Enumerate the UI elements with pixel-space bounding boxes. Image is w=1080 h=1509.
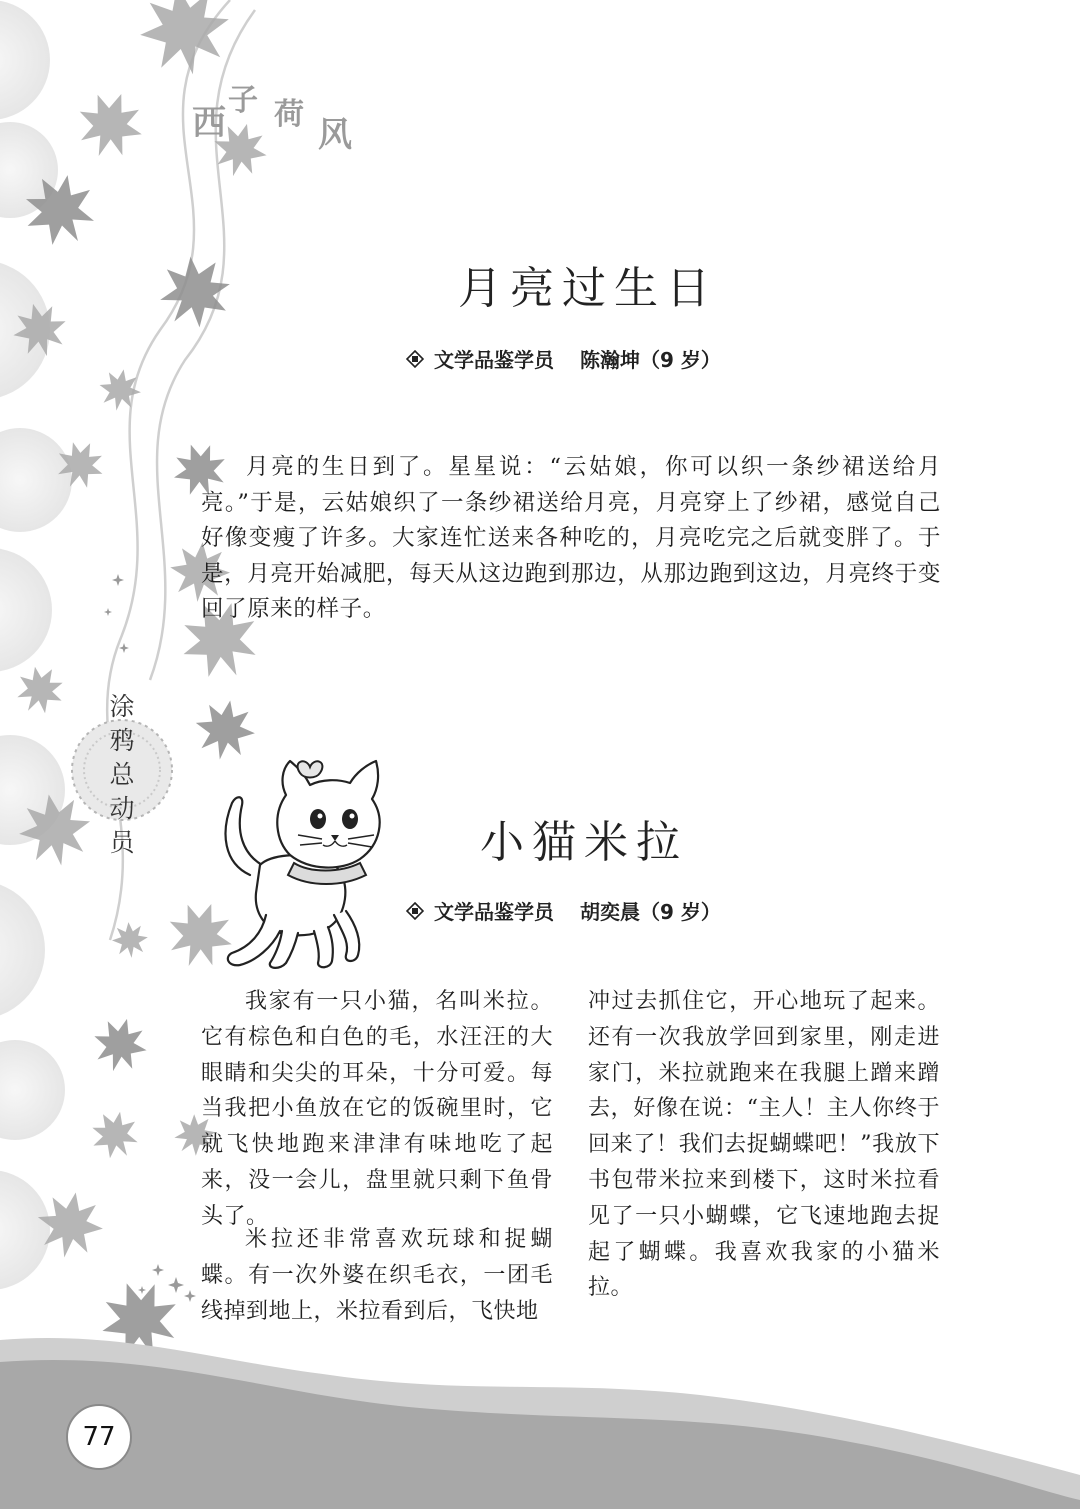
maple-leaf-icon bbox=[82, 1102, 148, 1168]
bottom-wave bbox=[0, 1338, 1080, 1509]
maple-leaf-icon bbox=[87, 1012, 153, 1078]
maple-leaf-icon bbox=[68, 83, 153, 168]
maple-leaf-icon bbox=[145, 242, 245, 342]
sparkle-icon bbox=[168, 1277, 184, 1293]
story2-paragraph: 冲过去抓住它，开心地玩了起来。还有一次我放学回到家里，刚走进家门，米拉就跑来在我腿上蹭来蹭去，好像在说：“主人！主人你终于回来了！我们去捉蝴蝶吧！”我放下书包带米拉来到楼下，这时米拉看见了一只小蝴蝶，它飞速地跑去捉起了蝴蝶。我喜欢我家的小猫米拉。 bbox=[588, 989, 940, 1301]
story2-author: 胡奕晨（9 岁） bbox=[580, 900, 721, 924]
header-mark-char: 子 bbox=[228, 83, 258, 118]
header-mark-char: 西 bbox=[192, 103, 226, 143]
story2-paragraph: 米拉还非常喜欢玩球和捉蝴蝶。有一次外婆在织毛衣，一团毛线掉到地上，米拉看到后，飞快地 bbox=[201, 1227, 553, 1324]
side-label-char: 员 bbox=[109, 828, 135, 857]
story2-role: 文学品鉴学员 bbox=[434, 900, 554, 924]
story2-byline bbox=[406, 896, 721, 925]
maple-leaf-icon bbox=[110, 920, 149, 959]
story1-author: 陈瀚坤（9 岁） bbox=[580, 348, 721, 372]
sparkle-icon bbox=[152, 1264, 164, 1276]
sparkle-icon bbox=[119, 643, 129, 653]
side-label-char: 动 bbox=[109, 794, 135, 823]
side-label-char: 鸦 bbox=[109, 726, 135, 755]
story2-title: 小猫米拉 bbox=[480, 817, 688, 868]
sparkle-icon bbox=[184, 1290, 196, 1302]
sparkle-icon bbox=[104, 608, 112, 616]
section-header-mark bbox=[192, 83, 372, 162]
side-label-char: 总 bbox=[109, 760, 135, 789]
story1-title: 月亮过生日 bbox=[458, 263, 718, 314]
maple-leaf-icon bbox=[133, 0, 237, 82]
header-mark-char: 荷 bbox=[274, 97, 304, 132]
story2-paragraph: 我家有一只小猫，名叫米拉。它有棕色和白色的毛，水汪汪的大眼睛和尖尖的耳朵，十分可爱。每当我把小鱼放在它的饭碗里时，它就飞快地跑来津津有味地吃了起来，没一会儿，盘里就只剩下鱼骨头了。 bbox=[201, 989, 553, 1229]
story1-role: 文学品鉴学员 bbox=[434, 348, 554, 372]
side-label-char: 涂 bbox=[109, 692, 135, 721]
diamond-bullet-icon bbox=[406, 350, 424, 368]
story1-byline bbox=[406, 344, 721, 373]
sparkle-icon bbox=[138, 1286, 146, 1294]
page-number: 77 bbox=[66, 1404, 132, 1470]
header-mark-char: 风 bbox=[318, 115, 352, 155]
maple-leaf-icon bbox=[7, 657, 73, 723]
cat-illustration bbox=[210, 755, 400, 970]
sparkle-icon bbox=[112, 574, 124, 586]
diamond-bullet-icon bbox=[406, 902, 424, 920]
story1-paragraph: 月亮的生日到了。星星说：“云姑娘，你可以织一条纱裙送给月亮。”于是，云姑娘织了一条纱裙送给月亮，月亮穿上了纱裙，感觉自己好像变瘦了许多。大家连忙送来各种吃的，月亮吃完之后就变胖了。于是，月亮开始减肥，每天从这边跑到那边，从那边跑到这边，月亮终于变回了原来的样子。 bbox=[201, 454, 941, 623]
side-section-label bbox=[100, 690, 144, 860]
